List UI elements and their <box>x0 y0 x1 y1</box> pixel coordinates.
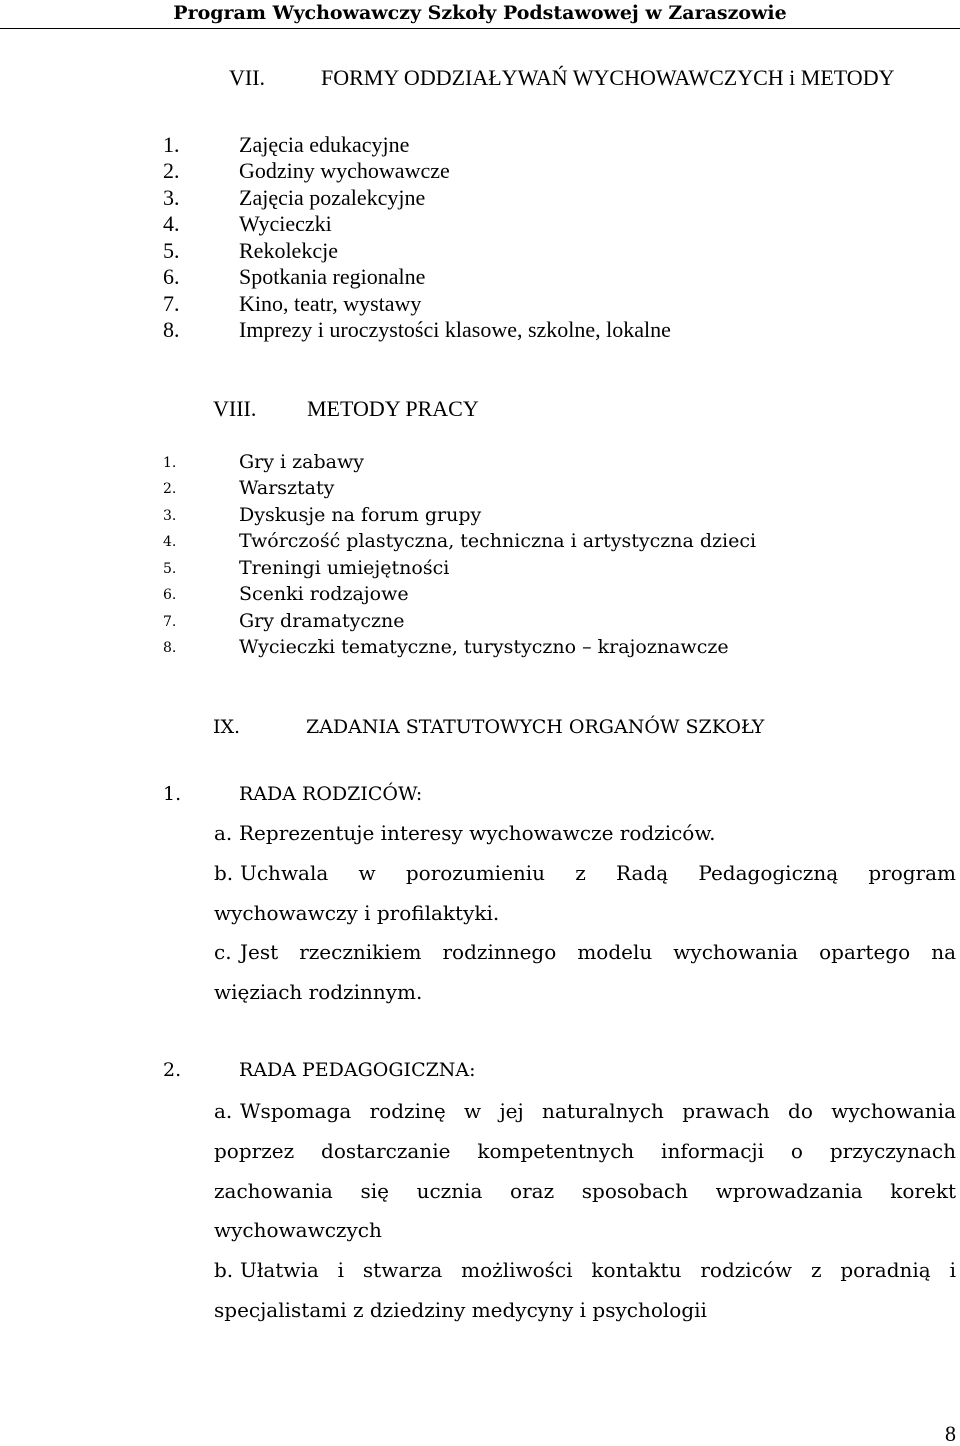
list-item-number: 8. <box>163 640 177 656</box>
list-item-number: 3. <box>163 508 177 524</box>
list-item: Ułatwia i stwarza możliwości kontaktu rodziców z poradnią i <box>240 1258 956 1282</box>
list-item-number: 3. <box>163 185 180 210</box>
list-item-continuation: wychowawczych <box>214 1218 382 1242</box>
list-item: Gry i zabawy <box>239 451 364 473</box>
section7-title: FORMY ODDZIAŁYWAŃ WYCHOWAWCZYCH i METODY <box>321 65 895 90</box>
list-item: Wycieczki tematyczne, turystyczno – krajoznawcze <box>239 636 729 658</box>
page-number: 8 <box>945 1421 956 1446</box>
list-item-number: 1. <box>163 455 177 471</box>
list-item: Zajęcia pozalekcyjne <box>239 185 426 210</box>
teachers-council-title: RADA PEDAGOGICZNA: <box>239 1059 476 1081</box>
list-item-letter: b. <box>214 1258 234 1282</box>
parents-council-title: RADA RODZICÓW: <box>239 783 423 805</box>
list-item-number: 4. <box>163 534 177 550</box>
list-item: Zajęcia edukacyjne <box>239 132 410 157</box>
list-item-continuation: specjalistami z dziedziny medycyny i psychologii <box>214 1298 707 1322</box>
list-item: Uchwala w porozumieniu z Radą Pedagogiczną program <box>240 861 956 885</box>
list-item: Godziny wychowawcze <box>239 158 450 183</box>
list-item: Reprezentuje interesy wychowawcze rodziców. <box>239 821 716 845</box>
list-item-number: 5. <box>163 561 177 577</box>
teachers-council-number: 2. <box>163 1059 182 1081</box>
list-item-number: 2. <box>163 481 177 497</box>
list-item: Twórczość plastyczna, techniczna i artystyczna dzieci <box>239 530 757 552</box>
list-item-letter: a. <box>214 821 233 845</box>
section9-title: ZADANIA STATUTOWYCH ORGANÓW SZKOŁY <box>306 716 765 738</box>
running-header <box>0 0 960 30</box>
list-item-number: 6. <box>163 264 180 289</box>
header-divider <box>0 28 960 29</box>
list-item: Spotkania regionalne <box>239 264 426 289</box>
list-item-continuation: poprzez dostarczanie kompetentnych informacji o przyczynach <box>214 1139 956 1163</box>
list-item-letter: c. <box>214 940 232 964</box>
list-item: Rekolekcje <box>239 238 338 263</box>
parents-council-number: 1. <box>163 783 182 805</box>
section9-number: IX. <box>213 716 241 738</box>
list-item: Scenki rodzajowe <box>239 583 409 605</box>
list-item: Gry dramatyczne <box>239 610 405 632</box>
list-item-continuation: zachowania się ucznia oraz sposobach wprowadzania korekt <box>214 1179 956 1203</box>
list-item-letter: b. <box>214 861 234 885</box>
list-item-continuation: wychowawczy i profilaktyki. <box>214 901 500 925</box>
list-item: Kino, teatr, wystawy <box>239 291 422 316</box>
list-item-number: 7. <box>163 614 177 630</box>
list-item: Treningi umiejętności <box>239 557 450 579</box>
list-item: Warsztaty <box>239 477 335 499</box>
section7-number: VII. <box>229 65 266 90</box>
list-item: Jest rzecznikiem rodzinnego modelu wychowania opartego na <box>240 940 956 964</box>
list-item-number: 5. <box>163 238 180 263</box>
list-item-number: 6. <box>163 587 177 603</box>
list-item: Wycieczki <box>239 211 332 236</box>
section8-title: METODY PRACY <box>307 396 479 421</box>
list-item: Dyskusje na forum grupy <box>239 504 482 526</box>
list-item-number: 2. <box>163 158 180 183</box>
list-item-number: 1. <box>163 132 180 157</box>
list-item-number: 4. <box>163 211 180 236</box>
list-item: Imprezy i uroczystości klasowe, szkolne, lokalne <box>239 317 671 342</box>
header-title: Program Wychowawczy Szkoły Podstawowej w Zaraszowie <box>173 2 787 24</box>
list-item-number: 8. <box>163 317 180 342</box>
section8-number: VIII. <box>213 396 257 421</box>
list-item: Wspomaga rodzinę w jej naturalnych prawach do wychowania <box>240 1099 956 1123</box>
list-item-number: 7. <box>163 291 180 316</box>
list-item-letter: a. <box>214 1099 233 1123</box>
list-item-continuation: więziach rodzinnym. <box>214 980 423 1004</box>
